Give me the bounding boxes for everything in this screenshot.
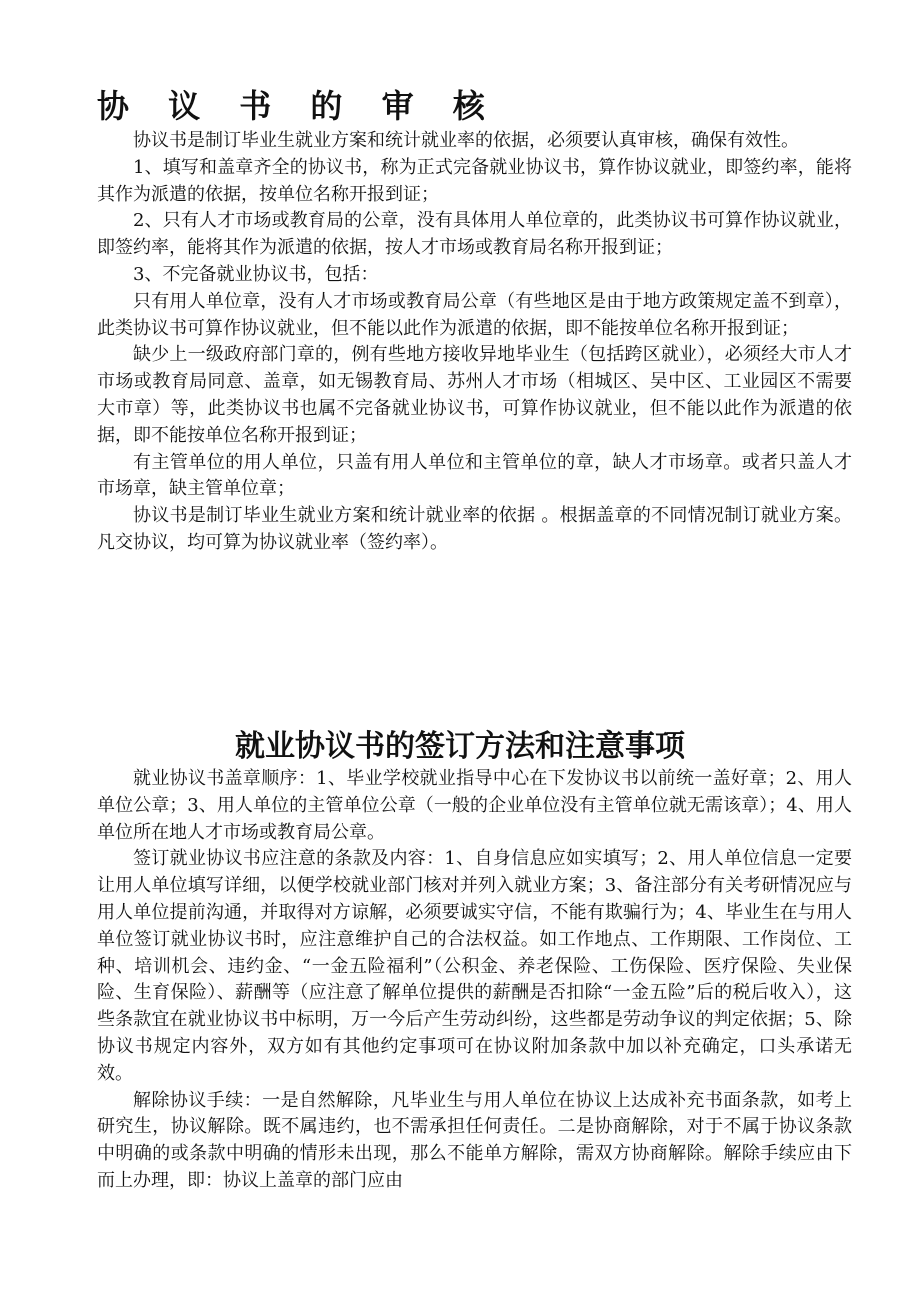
paragraph: 协议书是制订毕业生就业方案和统计就业率的依据，必须要认真审核，确保有效性。 bbox=[133, 130, 799, 151]
paragraph: 只有用人单位章，没有人才市场或教育局公章（有些地区是由于地方政策规定盖不到章），此类协议书可算作协议就业，但不能以此作为派遣的依据，即不能按单位名称开报到证； bbox=[97, 290, 852, 339]
paragraph: 协议书是制订毕业生就业方案和统计就业率的依据 。根据盖章的不同情况制订就业方案。凡交协议，均可算为协议就业率（签约率）。 bbox=[97, 505, 852, 553]
paragraph: 缺少上一级政府部门章的，例有些地方接收异地毕业生（包括跨区就业），必须经大市人才市场或教育局同意、盖章，如无锡教育局、苏州人才市场（相城区、吴中区、工业园区不需要大市章）等，此类协议书也属不完备就业协议书，可算作协议就业，但不能以此作为派遣的依据，即不能按单位名称开报到证； bbox=[97, 344, 852, 446]
paragraph: 签订就业协议书应注意的条款及内容：1、自身信息应如实填写；2、用人单位信息一定要让用人单位填写详细，以便学校就业部门核对并列入就业方案；3、备注部分有关考研情况应与用人单位提前沟通，并取得对方谅解，必须要诚实守信，不能有欺骗行为；4、毕业生在与用人单位签订就业协议书时，应注意维护自己的合法权益。如工作地点、工作期限、工作岗位、工种、培训机会、违约金、“一金五险福利”（公积金、养老保险、工伤保险、医疗保险、失业保险、生育保险）、薪酬等（应注意了解单位提供的薪酬是否扣除“一金五险”后的税后收入），这些条款宜在就业协议书中标明，万一今后产生劳动纠纷，这些都是劳动争议的判定依据；5、除协议书规定内容外，双方如有其他约定事项可在协议附加条款中加以补充确定，口头承诺无效。 bbox=[97, 848, 852, 1084]
section-title-signing-method: 就业协议书的签订方法和注意事项 bbox=[235, 729, 685, 764]
paragraph: 1、填写和盖章齐全的协议书，称为正式完备就业协议书，算作协议就业，即签约率，能将其作为派遣的依据，按单位名称开报到证； bbox=[97, 156, 852, 205]
paragraph: 解除协议手续：一是自然解除，凡毕业生与用人单位在协议上达成补充书面条款，如考上研究生，协议解除。既不属违约，也不需承担任何责任。二是协商解除，对于不属于协议条款中明确的或条款中明确的情形未出现，那么不能单方解除，需双方协商解除。解除手续应由下而上办理，即：协议上盖章的部门应由 bbox=[97, 1089, 852, 1191]
section-title-agreement-review: 协 议 书 的 审 核 bbox=[97, 87, 499, 125]
agreement-review-section bbox=[97, 128, 852, 557]
signing-method-section bbox=[97, 766, 852, 1195]
paragraph: 有主管单位的用人单位，只盖有用人单位和主管单位的章，缺人才市场章。或者只盖人才市场章，缺主管单位章； bbox=[97, 451, 852, 500]
paragraph: 就业协议书盖章顺序：1、毕业学校就业指导中心在下发协议书以前统一盖好章；2、用人单位公章；3、用人单位的主管单位公章（一般的企业单位没有主管单位就无需该章）；4、用人单位所在地人才市场或教育局公章。 bbox=[97, 768, 852, 843]
paragraph: 3、不完备就业协议书，包括： bbox=[133, 263, 379, 285]
paragraph: 2、只有人才市场或教育局的公章，没有具体用人单位章的，此类协议书可算作协议就业，即签约率，能将其作为派遣的依据，按人才市场或教育局名称开报到证； bbox=[97, 210, 852, 259]
